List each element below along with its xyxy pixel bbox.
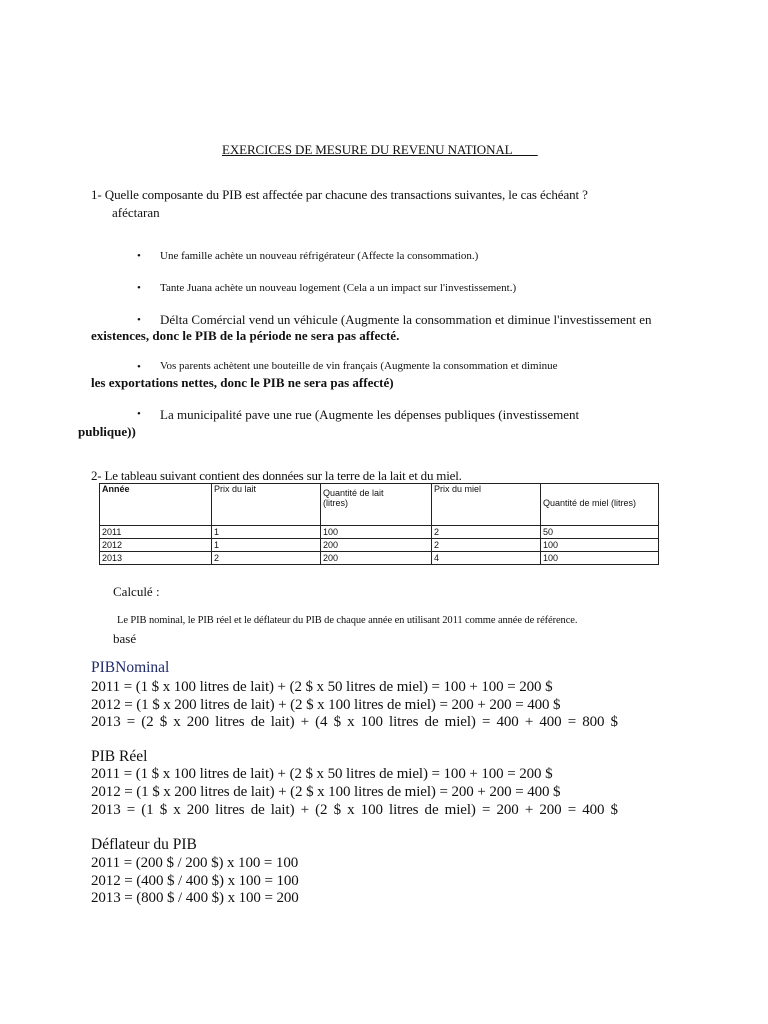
table-header-cell: Prix du miel xyxy=(432,484,541,526)
list-item-continuation: les exportations nettes, donc le PIB ne sera pas affecté) xyxy=(91,375,394,390)
table-cell: 2012 xyxy=(100,539,212,552)
table-cell: 2 xyxy=(432,539,541,552)
bullet-icon: • xyxy=(137,408,141,420)
pib-nominal-line: 2013 = (2 $ x 200 litres de lait) + (4 $ x 100 litres de miel) = 400 + 400 = 800 $ xyxy=(91,714,618,730)
pib-nominal-line: 2011 = (1 $ x 100 litres de lait) + (2 $ x 50 litres de miel) = 100 + 100 = 200 $ xyxy=(91,679,553,695)
pib-reel-line: 2013 = (1 $ x 200 litres de lait) + (2 $ x 100 litres de miel) = 200 + 200 = 400 $ xyxy=(91,802,618,818)
pib-reel-line: 2012 = (1 $ x 200 litres de lait) + (2 $ x 100 litres de miel) = 200 + 200 = 400 $ xyxy=(91,784,561,800)
deflateur-line: 2012 = (400 $ / 400 $) x 100 = 100 xyxy=(91,873,299,889)
list-item: Vos parents achètent une bouteille de vin français (Augmente la consommation et diminue xyxy=(160,360,558,372)
table-header-cell: Quantité de miel (litres) xyxy=(541,484,659,526)
question-2-text: 2- Le tableau suivant contient des données sur la terre de la lait et du miel. xyxy=(91,468,462,483)
list-item: La municipalité pave une rue (Augmente les dépenses publiques (investissement xyxy=(160,407,580,422)
table-cell: 2011 xyxy=(100,526,212,539)
data-table xyxy=(99,483,659,565)
table-cell: 50 xyxy=(541,526,659,539)
bullet-icon: • xyxy=(137,282,141,294)
table-cell: 100 xyxy=(541,539,659,552)
deflateur-title: Déflateur du PIB xyxy=(91,836,197,853)
table-row xyxy=(100,539,659,552)
pib-nominal-title: PIBNominal xyxy=(91,659,170,676)
bullet-icon: • xyxy=(137,361,141,373)
table-cell: 1 xyxy=(212,526,321,539)
list-item: Une famille achète un nouveau réfrigérateur (Affecte la consommation.) xyxy=(160,250,479,262)
question-1-text: 1- Quelle composante du PIB est affectée par chacune des transactions suivantes, le cas échéant ? xyxy=(91,187,588,202)
pib-reel-title: PIB Réel xyxy=(91,748,148,765)
table-header-cell: Année xyxy=(100,484,212,526)
table-cell: 100 xyxy=(321,526,432,539)
calc-continuation: basé xyxy=(113,631,137,646)
table-cell: 100 xyxy=(541,552,659,565)
table-header-row xyxy=(100,484,659,526)
list-item-continuation: existences, donc le PIB de la période ne sera pas affecté. xyxy=(91,328,400,343)
table-header-cell xyxy=(321,484,432,526)
deflateur-line: 2011 = (200 $ / 200 $) x 100 = 100 xyxy=(91,855,299,871)
table-cell: 4 xyxy=(432,552,541,565)
list-item: Tante Juana achète un nouveau logement (Cela a un impact sur l'investissement.) xyxy=(160,282,517,294)
table-row xyxy=(100,552,659,565)
table-row xyxy=(100,526,659,539)
table-header-line: Quantité de lait xyxy=(323,488,384,498)
table-cell: 2 xyxy=(212,552,321,565)
list-item-continuation: publique)) xyxy=(78,424,136,439)
calc-label: Calculé : xyxy=(113,584,160,599)
table-cell: 200 xyxy=(321,552,432,565)
pib-reel-line: 2011 = (1 $ x 100 litres de lait) + (2 $ x 50 litres de miel) = 100 + 100 = 200 $ xyxy=(91,766,553,782)
page-title: EXERCICES DE MESURE DU REVENU NATIONAL xyxy=(222,142,513,157)
calc-instructions: Le PIB nominal, le PIB réel et le déflateur du PIB de chaque année en utilisant 2011 comme année de référence. xyxy=(117,615,578,626)
bullet-icon: • xyxy=(137,314,141,326)
table-cell: 200 xyxy=(321,539,432,552)
table-cell: 1 xyxy=(212,539,321,552)
question-1-continuation: aféctaran xyxy=(112,205,160,220)
table-cell: 2 xyxy=(432,526,541,539)
table-header-cell: Prix du lait xyxy=(212,484,321,526)
bullet-icon: • xyxy=(137,250,141,262)
list-item: Délta Comércial vend un véhicule (Augmente la consommation et diminue l'investissement en xyxy=(160,312,652,327)
deflateur-line: 2013 = (800 $ / 400 $) x 100 = 200 xyxy=(91,890,299,906)
pib-nominal-line: 2012 = (1 $ x 200 litres de lait) + (2 $ x 100 litres de miel) = 200 + 200 = 400 $ xyxy=(91,697,561,713)
table-cell: 2013 xyxy=(100,552,212,565)
table-header-line: (litres) xyxy=(323,498,348,508)
